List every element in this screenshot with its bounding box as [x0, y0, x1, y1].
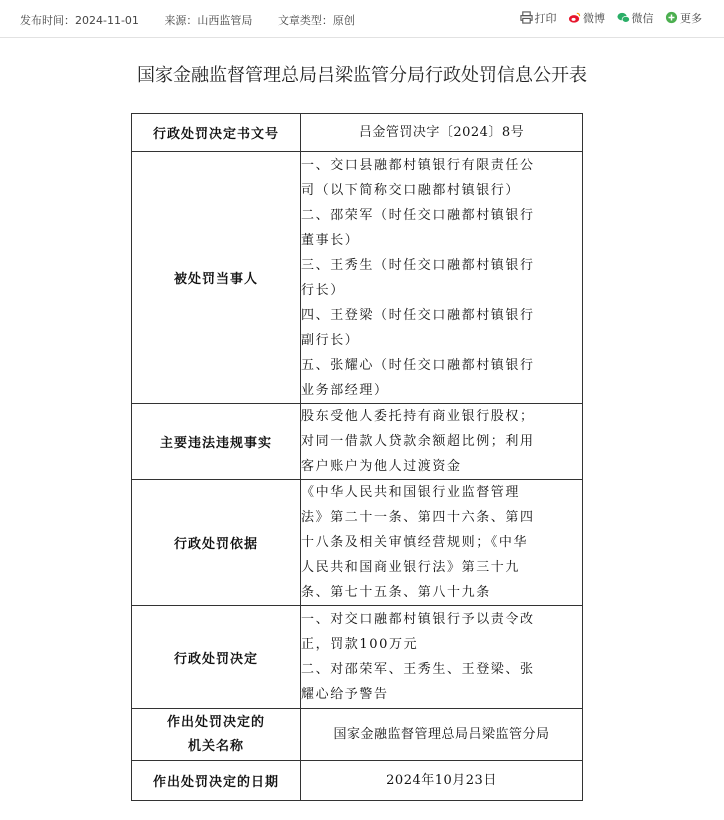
value-line: 国家金融监督管理总局吕梁监管分局: [333, 727, 550, 742]
wechat-label: 微信: [631, 12, 654, 25]
table-row: [132, 480, 583, 606]
wechat-icon: [617, 11, 630, 24]
share-actions: [512, 10, 703, 26]
value-line: 三、王秀生（时任交口融都村镇银行: [301, 257, 535, 273]
row-value: [301, 404, 583, 480]
table-row: [132, 114, 583, 152]
value-line: 董事长）: [301, 232, 360, 248]
penalty-info-table: [131, 113, 583, 801]
row-label: [132, 709, 301, 761]
row-label: 被处罚当事人: [132, 152, 301, 404]
value-line: 法》第二十一条、第四十六条、第四: [301, 510, 535, 525]
plus-circle-icon: [665, 11, 678, 24]
value-line: 十八条及相关审慎经营规则；《中华: [301, 535, 529, 550]
value-line: 吕金管罚决字〔2024〕8号: [358, 125, 525, 140]
printer-icon: [520, 11, 533, 24]
table-row: [132, 606, 583, 709]
weibo-label: 微博: [583, 12, 605, 25]
row-label: 行政处罚决定书文号: [132, 114, 301, 152]
table-row: [132, 152, 583, 404]
row-value: [301, 114, 583, 152]
row-value: [301, 761, 583, 801]
value-line: 正，罚款100万元: [301, 637, 419, 652]
page-title: 国家金融监督管理总局吕梁监管分局行政处罚信息公开表: [137, 65, 587, 86]
value-line: 《中华人民共和国银行业监督管理: [301, 485, 521, 500]
row-value: [301, 606, 583, 709]
value-line: 业务部经理）: [301, 382, 389, 398]
value-line: 一、对交口融都村镇银行予以责令改: [301, 612, 535, 627]
value-line: 行长）: [301, 282, 345, 298]
more-share-button[interactable]: [665, 10, 702, 26]
table-row: [132, 761, 583, 801]
row-label: 作出处罚决定的日期: [132, 761, 301, 801]
value-line: 2024年10月23日: [386, 773, 497, 788]
value-line: 副行长）: [301, 332, 360, 348]
publish-date: 发布时间：2024-11-01: [20, 14, 139, 27]
row-value: [301, 709, 583, 761]
label-line: 机关名称: [187, 738, 244, 754]
print-label: 打印: [534, 12, 557, 25]
print-button[interactable]: [520, 10, 557, 26]
table-row: [132, 404, 583, 480]
table-row: [132, 709, 583, 761]
value-line: 二、邵荣军（时任交口融都村镇银行: [301, 207, 535, 223]
top-bar: [0, 0, 724, 38]
row-label: 主要违法违规事实: [132, 404, 301, 480]
value-line: 四、王登梁（时任交口融都村镇银行: [301, 307, 535, 323]
article-source: 来源：山西监管局: [164, 14, 253, 27]
row-label: 行政处罚决定: [132, 606, 301, 709]
label-line: 作出处罚决定的: [166, 714, 265, 730]
weibo-share-button[interactable]: [568, 10, 605, 26]
value-line: 一、交口县融都村镇银行有限责任公: [301, 157, 535, 173]
value-line: 二、对邵荣军、王秀生、王登梁、张: [301, 662, 535, 677]
article-type: 文章类型：原创: [277, 14, 355, 27]
value-line: 股东受他人委托持有商业银行股权；: [301, 409, 535, 424]
weibo-icon: [568, 11, 581, 24]
value-line: 人民共和国商业银行法》第三十九: [301, 560, 521, 575]
value-line: 司（以下简称交口融都村镇银行）: [301, 182, 521, 198]
row-value: [301, 152, 583, 404]
value-line: 耀心给予警告: [301, 687, 389, 702]
row-label: 行政处罚依据: [132, 480, 301, 606]
value-line: 客户账户为他人过渡资金: [301, 459, 462, 474]
row-value: [301, 480, 583, 606]
value-line: 五、张耀心（时任交口融都村镇银行: [301, 357, 535, 373]
value-line: 条、第七十五条、第八十九条: [301, 585, 491, 600]
wechat-share-button[interactable]: [617, 10, 654, 26]
value-line: 对同一借款人贷款余额超比例；利用: [301, 434, 535, 449]
more-label: 更多: [680, 12, 702, 25]
article-meta: [20, 12, 377, 28]
